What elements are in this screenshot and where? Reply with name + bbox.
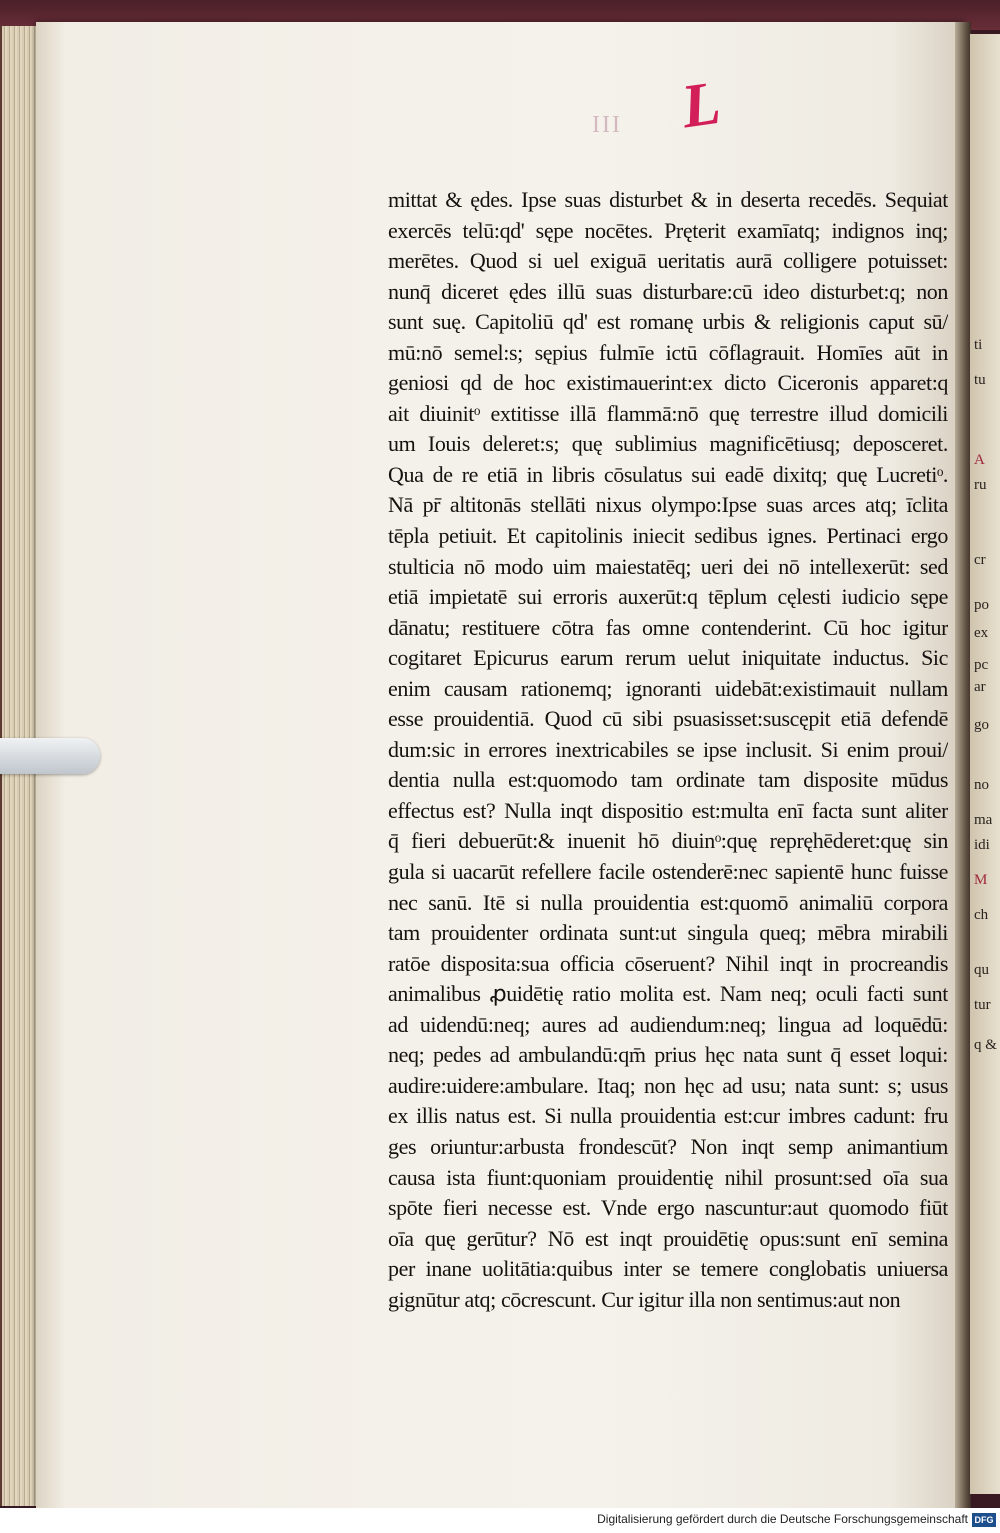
facing-page-fragment: tur [974,997,991,1013]
facing-page [970,34,1000,1494]
facing-page-fragment: ti [974,337,983,353]
text-line: ait diuinitᵒ extitisse illā flammā:nō quę terrestre illud domicili [388,400,948,426]
text-line: dum:sic in errores inextricabiles se ipse inclusit. Si enim proui/ [388,736,948,762]
facing-page-fragment: po [974,597,989,613]
text-line: stulticia nō modo uim maiestatēq; ueri dei nō intellexerūt: sed [388,553,948,579]
facing-page-fragment: ar [974,679,986,695]
facing-page-fragment: cr [974,552,986,568]
text-line: etiā impietatē sui erroris auxerūt:q tēplum cęlesti iudicio sępe [388,584,948,610]
facing-page-fragment: tu [974,372,986,388]
facing-page-fragment: idi [974,837,990,853]
facing-page-fragment: no [974,777,989,793]
text-line: gula si uacarūt refellere facile ostenderē:nec sapientē hunc fuisse [388,859,948,885]
folio-red-mark: L [677,68,725,142]
dfg-logo: DFG [972,1513,996,1527]
text-line: audire:uidere:ambulare. Itaq; non hęc ad usu; nata sunt: s; usus [388,1072,948,1098]
page [36,22,964,1508]
text-line: effectus est? Nulla inqt dispositio est:multa enī facta sunt aliter [388,797,948,823]
text-line: spōte fieri necesse est. Vnde ergo nascuntur:aut quomodo fiūt [388,1195,948,1221]
text-line: dentia nulla est:quomodo tam ordinate tam disposite mūdus [388,767,948,793]
facing-page-fragment: q & [974,1037,997,1053]
text-line: esse prouidentiā. Quod cū sibi psuasisset:suscępit etiā defendē [388,706,948,732]
text-line: merētes. Quod si uel exiguā ueritatis aurā colligere potuisset: [388,248,948,274]
footer-credit: Digitalisierung gefördert durch die Deutsche Forschungsgemeinschaft [597,1512,968,1526]
facing-page-fragment: M [974,872,988,888]
text-line: gignūtur atq; cōcrescunt. Cur igitur illa non sentimus:aut non [388,1286,901,1312]
text-line: enim causam rationemq; ignoranti uidebāt:existimauit nullam [388,675,948,701]
text-line: sunt suę. Capitoliū qd' est romanę urbis & religionis caput sū/ [388,309,948,335]
text-line: ratōe disposita:sua officia cōseruent? Nihil inqt in procreandis [388,950,948,976]
footer-bar [0,1508,1000,1533]
text-line: animalibus ꝓuidētię ratio molita est. Nam neq; oculi facti sunt [388,981,948,1007]
gutter [955,22,971,1508]
text-line: nunq̄ diceret ędes illū suas disturbare:cū ideo disturbet:q; non [388,278,948,304]
text-line: geniosi qd de hoc existimauerint:ex dicto Ciceronis apparet:q [388,370,948,396]
text-line: Qua de re etiā in libris cōsulatus sui eadē dixitq; quę Lucretiᵒ. [388,461,948,487]
book [0,8,1000,1508]
text-line: nec sanū. Itē si nulla prouidentia est:quomō animaliū corpora [388,889,948,915]
facing-page-fragment: ch [974,907,989,923]
text-line: Nā pr̄ altitonās stellāti nixus olympo:Ipse suas arces atq; īclita [388,492,948,518]
text-line: exercēs telū:qd' sępe nocētes. Pręterit examīatq; indignos inq; [388,217,948,243]
text-line: oīa quę gerūtur? Nō est inqt prouidētię opus:sunt enī semina [388,1225,948,1251]
facing-page-fragment: pc [974,657,989,673]
text-line: um Iouis deleret:s; quę sublimius magnificētiusq; deposceret. [388,431,948,457]
text-line: per inane uolitātia:quibus inter se temere conglobatis uniuersa [388,1256,948,1282]
facing-page-fragment: ru [974,477,987,493]
text-line: ex illis natus est. Si nulla prouidentia est:cur imbres cadunt: fru [388,1103,948,1129]
facing-page-fragment: go [974,717,989,733]
text-line: mittat & ędes. Ipse suas disturbet & in deserta recedēs. Sequiat [388,187,948,212]
text-line: tam prouidenter ordinata sunt:ut singula queq; mēbra mirabili [388,920,948,946]
facing-page-fragment: A [974,452,985,468]
text-line: tēpla petiuit. Et capitolinis iniecit sedibus ignes. Pertinaci ergo [388,523,948,549]
text-line: q̄ fieri debuerūt:& inuenit hō diuinᵒ:quę repręhēderet:quę sin [388,828,948,854]
text-line: mū:nō semel:s; sępius fulmīe ictū cōflagrauit. Homīes aūt in [388,339,948,365]
text-line: ad uidendū:neq; aures ad audiendum:neq; lingua ad loquēdū: [388,1011,948,1037]
facing-page-fragment: ma [974,812,993,828]
folio-faded-numeral: III [592,112,622,138]
bookmark-tab[interactable] [0,738,100,774]
text-line: cogitaret Epicurus earum rerum uelut iniquitate inductus. Sic [388,645,948,671]
facing-page-fragment: qu [974,962,989,978]
facing-page-fragment: ex [974,625,989,641]
text-block [388,185,948,1315]
text-line: causa ista fiunt:quoniam prouidentię nihil prosunt:sed oīa sua [388,1164,948,1190]
text-line: neq; pedes ad ambulandū:qm̄ prius hęc nata sunt q̄ esset loqui: [388,1042,948,1068]
text-line: ges oriuntur:arbusta frondescūt? Non inqt semp animantium [388,1133,948,1159]
text-line: dānatu; restituere cōtra fas omne contenderint. Cū hoc igitur [388,614,948,640]
